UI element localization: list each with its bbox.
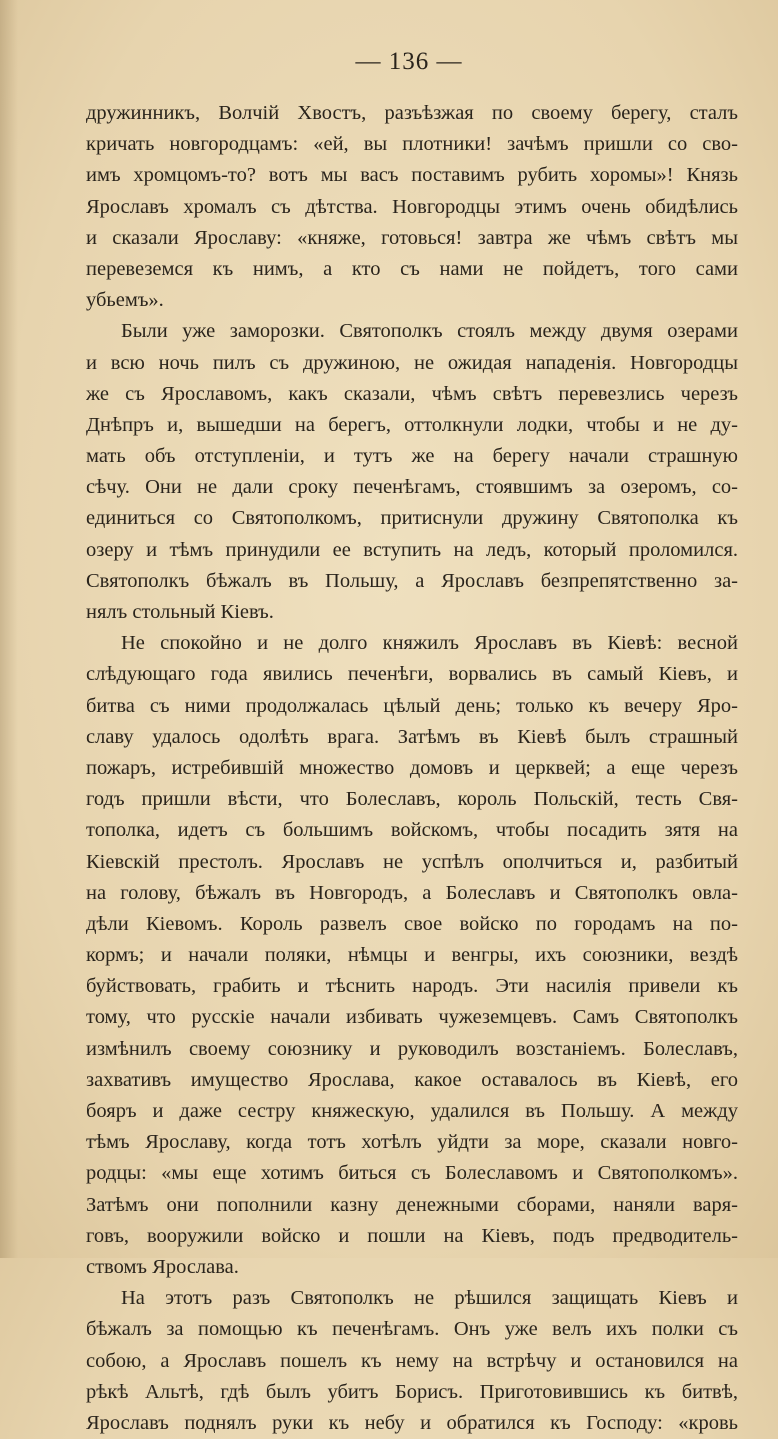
text-line: захвативъ имущество Ярослава, какое оставалось въ Кіевѣ, его	[86, 1068, 738, 1091]
text-line: бояръ и даже сестру княжескую, удалился въ Польшу. А между	[86, 1100, 738, 1122]
text-line: тому, что русскіе начали избивать чужеземцевъ. Самъ Святополкъ	[86, 1006, 738, 1029]
text-line: тополка, идетъ съ большимъ войскомъ, чтобы посадить зятя на	[86, 819, 738, 842]
text-line: Святополкъ бѣжалъ въ Польшу, а Ярославъ безпрепятственно за-	[86, 569, 738, 592]
text-line: на голову, бѣжалъ въ Новгородъ, а Болеславъ и Святополкъ овла-	[86, 881, 738, 904]
text-line: озеру и тѣмъ принудили ее вступить на ледъ, который проломился.	[86, 538, 738, 561]
text-line: Днѣпръ и, вышедши на берегъ, оттолкнули лодки, чтобы и не ду-	[86, 413, 738, 436]
text-line: ствомъ Ярослава.	[86, 1255, 239, 1278]
text-line: На этотъ разъ Святополкъ не рѣшился защищать Кіевъ и	[121, 1287, 738, 1310]
text-line: сѣчу. Они не дали сроку печенѣгамъ, стоявшимъ за озеромъ, со-	[86, 476, 738, 499]
text-line: Кіевскій престолъ. Ярославъ не успѣлъ ополчиться и, разбитый	[86, 850, 738, 873]
text-line: рѣкѣ Альтѣ, гдѣ былъ убитъ Борисъ. Приготовившись къ битвѣ,	[86, 1380, 738, 1403]
text-line: тѣмъ Ярославу, когда тотъ хотѣлъ уйдти за море, сказали новго-	[86, 1131, 738, 1154]
text-line: убьемъ».	[86, 289, 164, 312]
text-line: кормъ; и начали поляки, нѣмцы и венгры, ихъ союзники, вездѣ	[86, 944, 738, 967]
text-line: битва съ ними продолжалась цѣлый день; только къ вечеру Яро-	[86, 694, 738, 717]
text-line: Ярославъ хромалъ съ дѣтства. Новгородцы этимъ очень обидѣлись	[86, 195, 738, 218]
page-edge-shadow	[0, 0, 18, 1258]
page-text-body	[86, 98, 738, 1439]
text-line: бѣжалъ за помощью къ печенѣгамъ. Онъ уже велъ ихъ полки съ	[86, 1318, 738, 1341]
text-line: дѣли Кіевомъ. Король развелъ свое войско по городамъ на по-	[86, 912, 738, 935]
text-line: Не спокойно и не долго княжилъ Ярославъ въ Кіевѣ: весной	[121, 632, 738, 655]
text-line: и всю ночь пилъ съ дружиною, не ожидая нападенія. Новгородцы	[86, 351, 738, 374]
text-line: слѣдующаго года явились печенѣги, ворвались въ самый Кіевъ, и	[86, 663, 738, 686]
text-line: говъ, вооружили войско и пошли на Кіевъ, подъ предводитель-	[86, 1224, 738, 1247]
text-line: нялъ стольный Кіевъ.	[86, 601, 274, 623]
text-line: Ярославъ поднялъ руки къ небу и обратился къ Господу: «кровь	[86, 1411, 738, 1434]
text-line: мать объ отступленіи, и тутъ же на берегу начали страшную	[86, 445, 738, 468]
text-line: пожаръ, истребившій множество домовъ и церквей; а еще черезъ	[86, 756, 738, 779]
text-line: Были уже заморозки. Святополкъ стоялъ между двумя озерами	[121, 320, 738, 343]
text-line: родцы: «мы еще хотимъ биться съ Болеславомъ и Святополкомъ».	[86, 1162, 738, 1185]
page-number: — 136 —	[355, 48, 463, 75]
text-line: измѣнилъ своему союзнику и руководилъ возстаніемъ. Болеславъ,	[86, 1037, 738, 1060]
text-line: и сказали Ярославу: «княже, готовься! завтра же чѣмъ свѣтъ мы	[86, 226, 738, 249]
text-line: перевеземся къ нимъ, а кто съ нами не пойдетъ, того сами	[86, 257, 738, 280]
text-line: собою, а Ярославъ пошелъ къ нему на встрѣчу и остановился на	[86, 1349, 738, 1372]
text-line: единиться со Святополкомъ, притиснули дружину Святополка къ	[86, 507, 738, 530]
text-line: Затѣмъ они пополнили казну денежными сборами, наняли варя-	[86, 1193, 738, 1216]
text-line: годъ пришли вѣсти, что Болеславъ, король Польскій, тесть Свя-	[86, 788, 738, 811]
text-line: имъ хромцомъ-то? вотъ мы васъ поставимъ рубить хоромы»! Князь	[86, 164, 738, 187]
text-line: кричать новгородцамъ: «ей, вы плотники! зачѣмъ пришли со сво-	[86, 133, 738, 156]
text-line: дружинникъ, Волчій Хвостъ, разъѣзжая по своему берегу, сталъ	[86, 102, 738, 124]
text-line: же съ Ярославомъ, какъ сказали, чѣмъ свѣтъ перевезлись черезъ	[86, 382, 738, 405]
text-line: славу удалось одолѣть врага. Затѣмъ въ Кіевѣ былъ страшный	[86, 725, 738, 748]
text-line: буйствовать, грабить и тѣснить народъ. Эти насилія привели къ	[86, 975, 738, 998]
